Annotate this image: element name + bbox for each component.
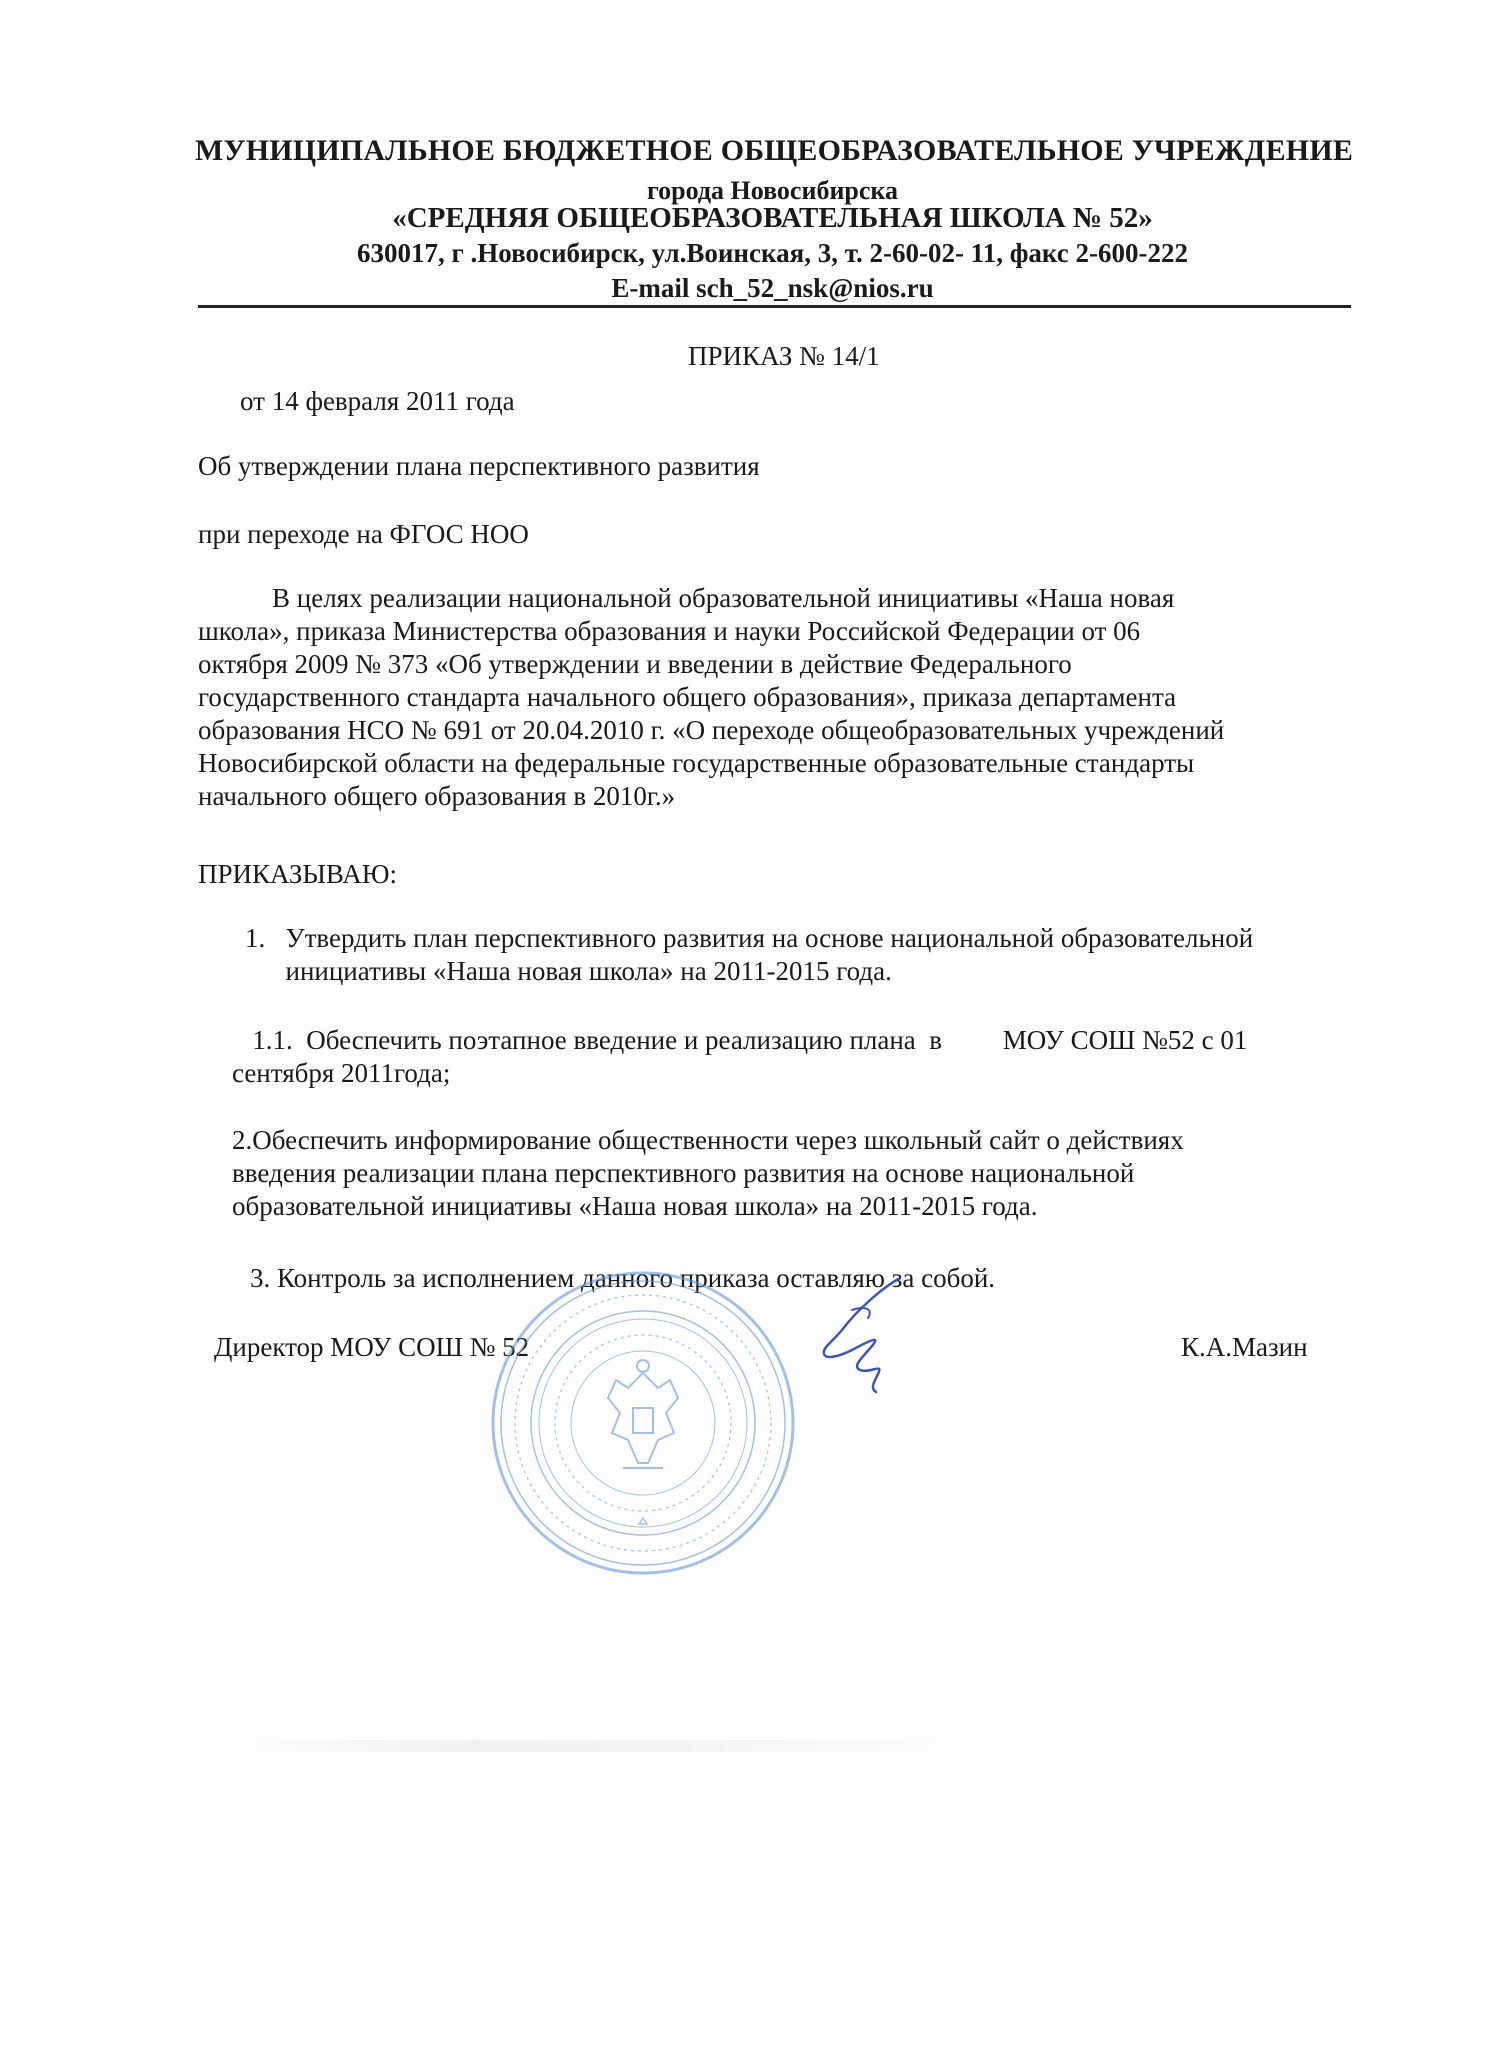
order-item-line: введения реализации плана перспективного развития на основе национальной xyxy=(232,1158,1135,1188)
signature-title: Директор МОУ СОШ № 52 xyxy=(214,1332,530,1362)
order-title: ПРИКАЗ № 14/1 xyxy=(688,341,880,371)
order-item-1-1 xyxy=(232,1024,1247,1090)
order-item-line: 2.Обеспечить информирование общественности через школьный сайт о действиях xyxy=(232,1125,1184,1155)
order-item-line: сентября 2011года; xyxy=(232,1058,451,1088)
order-item-3: 3. Контроль за исполнением данного приказа оставляю за собой. xyxy=(250,1263,996,1293)
header-city: города Новосибирска xyxy=(646,176,899,205)
preamble-paragraph xyxy=(198,582,1224,813)
header-institution-name: МУНИЦИПАЛЬНОЕ БЮДЖЕТНОЕ ОБЩЕОБРАЗОВАТЕЛЬНОЕ УЧРЕЖДЕНИЕ xyxy=(195,134,1354,167)
orders-heading: ПРИКАЗЫВАЮ: xyxy=(198,859,397,889)
preamble-line: октября 2009 № 373 «Об утверждении и введении в действие Федерального xyxy=(198,649,1072,679)
order-item-1 xyxy=(245,922,1253,988)
order-item-line: инициативы «Наша новая школа» на 2011-2015 года. xyxy=(245,956,892,986)
signer-name: К.А.Мазин xyxy=(1181,1332,1308,1362)
order-date: от 14 февраля 2011 года xyxy=(240,386,515,416)
preamble-line: Новосибирской области на федеральные государственные образовательные стандарты xyxy=(198,748,1195,778)
order-item-line: 1.1. Обеспечить поэтапное введение и реализацию плана в МОУ СОШ №52 с 01 xyxy=(232,1025,1248,1055)
preamble-line: образования НСО № 691 от 20.04.2010 г. «О переходе общеобразовательных учреждений xyxy=(198,715,1225,745)
header-email: E-mail sch_52_nsk@nios.ru xyxy=(611,273,934,303)
header-divider xyxy=(198,305,1351,308)
header-address: 630017, г .Новосибирск, ул.Воинская, 3, т. 2-60-02- 11, факс 2-600-222 xyxy=(357,238,1188,268)
order-item-line: 1. Утвердить план перспективного развития на основе национальной образовательной xyxy=(245,923,1254,953)
preamble-line: государственного стандарта начального общего образования», приказа департамента xyxy=(198,682,1177,712)
order-item-2 xyxy=(232,1124,1184,1223)
order-subject-line-2: при переходе на ФГОС НОО xyxy=(198,519,529,549)
scan-artifact xyxy=(250,1740,950,1752)
preamble-line: школа», приказа Министерства образования и науки Российской Федерации от 06 xyxy=(198,616,1141,646)
preamble-line: начального общего образования в 2010г.» xyxy=(198,781,676,811)
official-seal-stamp xyxy=(488,1268,798,1578)
header-school-name: «СРЕДНЯЯ ОБЩЕОБРАЗОВАТЕЛЬНАЯ ШКОЛА № 52» xyxy=(392,202,1153,234)
order-item-line: образовательной инициативы «Наша новая школа» на 2011-2015 года. xyxy=(232,1191,1038,1221)
order-subject-line-1: Об утверждении плана перспективного развития xyxy=(198,451,760,481)
handwritten-signature xyxy=(812,1270,922,1400)
preamble-line: В целях реализации национальной образовательной инициативы «Наша новая xyxy=(272,583,1175,613)
